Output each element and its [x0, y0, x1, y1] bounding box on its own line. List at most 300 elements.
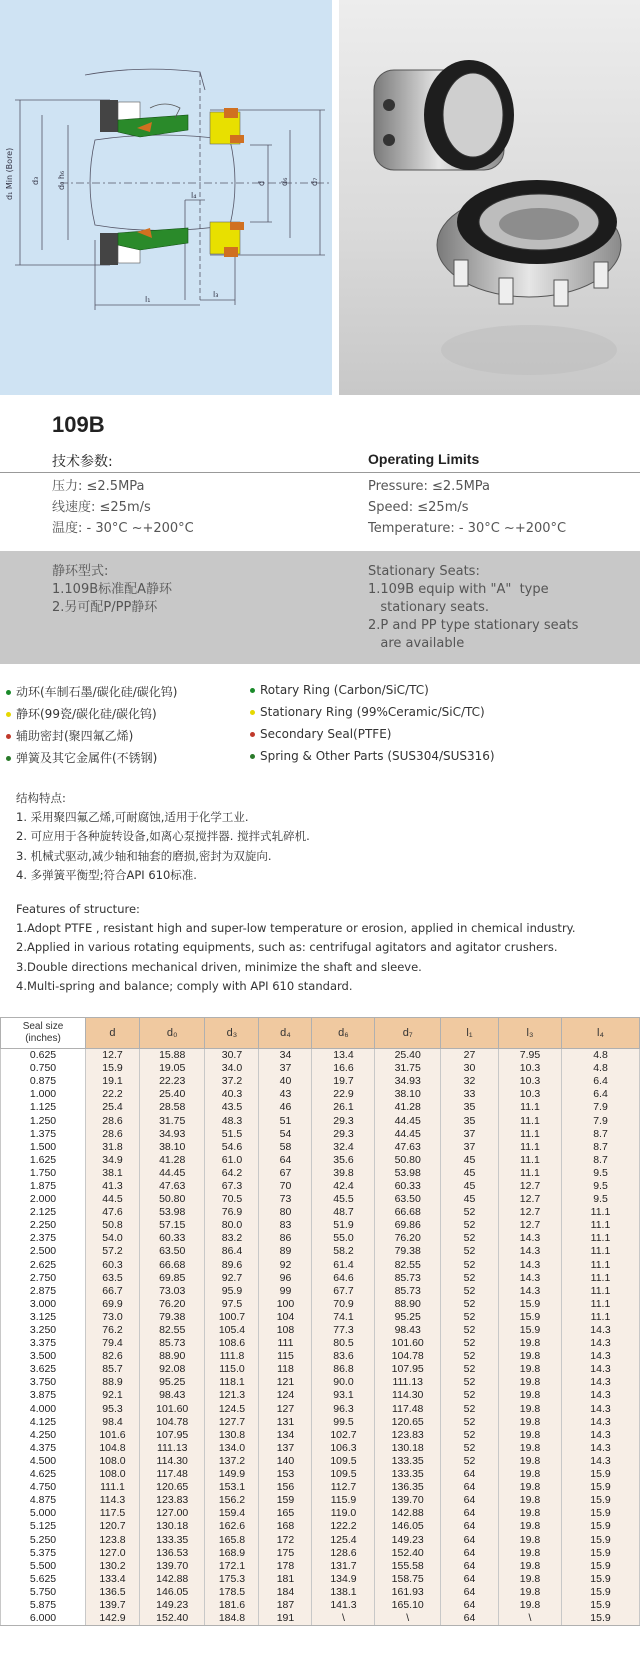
dimension-cell: 16.6 — [312, 1062, 375, 1075]
dimension-cell: 104.78 — [139, 1416, 205, 1429]
dimension-cell: 52 — [441, 1455, 499, 1468]
dimension-cell: 52 — [441, 1272, 499, 1285]
dimension-cell: 122.2 — [312, 1520, 375, 1533]
material-secondary-seal-cn: 辅助密封(聚四氟乙烯) — [6, 727, 133, 744]
table-row — [1, 1612, 640, 1626]
dimension-cell: 11.1 — [499, 1128, 562, 1141]
dimension-cell: 142.9 — [86, 1612, 140, 1626]
dimension-cell: 137 — [259, 1442, 312, 1455]
dimension-cell: 14.3 — [562, 1403, 640, 1416]
features-cn — [16, 789, 310, 885]
seal-size-cell: 5.000 — [1, 1507, 86, 1520]
dimension-cell: 19.8 — [499, 1494, 562, 1507]
dimension-cell: 117.48 — [375, 1403, 441, 1416]
dimension-cell: 102.7 — [312, 1429, 375, 1442]
header-d7: d₇ — [375, 1018, 441, 1049]
dimension-cell: 104.78 — [375, 1350, 441, 1363]
dimension-cell: 38.10 — [139, 1141, 205, 1154]
dimension-cell: 83.2 — [205, 1232, 259, 1245]
green-bullet-icon — [250, 688, 255, 693]
dimension-cell: 50.80 — [375, 1154, 441, 1167]
stationary-seats-panel — [0, 551, 640, 664]
limit-pressure-en: Pressure: ≤2.5MPa — [368, 479, 491, 494]
dimension-cell: 153.1 — [205, 1481, 259, 1494]
seal-size-cell: 3.625 — [1, 1363, 86, 1376]
table-row — [1, 1075, 640, 1088]
dimension-cell: 11.1 — [562, 1285, 640, 1298]
dimension-cell: 95.25 — [375, 1311, 441, 1324]
dimension-cell: 22.23 — [139, 1075, 205, 1088]
table-row — [1, 1533, 640, 1546]
dimension-cell: 108.0 — [86, 1468, 140, 1481]
dimension-cell: 11.1 — [499, 1101, 562, 1114]
dimension-cell: 4.8 — [562, 1049, 640, 1063]
dimension-cell: 15.9 — [562, 1612, 640, 1626]
dimension-cell: \ — [499, 1612, 562, 1626]
dimension-cell: 165.10 — [375, 1599, 441, 1612]
dimension-cell: 77.3 — [312, 1324, 375, 1337]
dimension-cell: 15.9 — [499, 1311, 562, 1324]
dimension-cell: 66.68 — [375, 1206, 441, 1219]
dimension-cell: 7.95 — [499, 1049, 562, 1063]
dimension-cell: 159 — [259, 1494, 312, 1507]
dimension-cell: 14.3 — [499, 1259, 562, 1272]
label-d1: d₁ Min (Bore) — [5, 147, 14, 200]
dimension-cell: 34.93 — [375, 1075, 441, 1088]
dimension-cell: 15.9 — [562, 1599, 640, 1612]
dimension-cell: 92.7 — [205, 1272, 259, 1285]
dimension-cell: 43.5 — [205, 1101, 259, 1114]
red-bullet-icon — [6, 734, 11, 739]
dimension-cell: 89 — [259, 1245, 312, 1258]
dimension-cell: 31.75 — [375, 1062, 441, 1075]
dimension-cell: 15.9 — [562, 1547, 640, 1560]
dimension-cell: 35 — [441, 1101, 499, 1114]
dimension-cell: 25.40 — [375, 1049, 441, 1063]
dimension-cell: 86.4 — [205, 1245, 259, 1258]
dimension-cell: 52 — [441, 1350, 499, 1363]
dimension-cell: 37 — [441, 1141, 499, 1154]
dimension-cell: 90.0 — [312, 1376, 375, 1389]
dimension-cell: 51.5 — [205, 1128, 259, 1141]
feature-cn-item: 2. 可应用于各种旋转设备,如离心泵搅拌器. 搅拌式轧碎机. — [16, 829, 310, 844]
dimension-cell: 9.5 — [562, 1167, 640, 1180]
table-row — [1, 1232, 640, 1245]
seal-size-cell: 4.875 — [1, 1494, 86, 1507]
dimension-cell: 45.5 — [312, 1193, 375, 1206]
header-d6: d₆ — [312, 1018, 375, 1049]
dimension-cell: 45 — [441, 1193, 499, 1206]
dimension-cell: 12.7 — [499, 1219, 562, 1232]
dimension-cell: 54 — [259, 1128, 312, 1141]
dimension-cell: 108 — [259, 1324, 312, 1337]
dimension-cell: 11.1 — [562, 1232, 640, 1245]
dimension-cell: 15.9 — [562, 1520, 640, 1533]
dimension-cell: 15.9 — [562, 1468, 640, 1481]
seal-size-cell: 3.250 — [1, 1324, 86, 1337]
dimension-cell: 14.3 — [562, 1429, 640, 1442]
limits-list-cn — [52, 476, 194, 539]
dimension-cell: 19.8 — [499, 1573, 562, 1586]
table-row — [1, 1560, 640, 1573]
dimension-cell: 136.53 — [139, 1547, 205, 1560]
dimension-cell: 15.9 — [562, 1573, 640, 1586]
dimension-cell: 9.5 — [562, 1193, 640, 1206]
dimension-cell: 19.8 — [499, 1363, 562, 1376]
dimension-cell: 41.28 — [139, 1154, 205, 1167]
feature-en-item: 4.Multi-spring and balance; comply with API 610 standard. — [16, 978, 353, 993]
limit-speed-cn: 线速度: ≤25m/s — [52, 500, 151, 515]
dimension-cell: 14.3 — [562, 1416, 640, 1429]
dimension-cell: 19.8 — [499, 1416, 562, 1429]
dimension-cell: 25.4 — [86, 1101, 140, 1114]
dimension-cell: 153 — [259, 1468, 312, 1481]
dimension-cell: 133.35 — [139, 1533, 205, 1546]
dimension-cell: 136.5 — [86, 1586, 140, 1599]
feature-en-item: 1.Adopt PTFE , resistant high and super-low temperature or erosion, applied in chemical industry. — [16, 921, 576, 936]
dimension-cell: 97.5 — [205, 1298, 259, 1311]
seal-size-cell: 1.875 — [1, 1180, 86, 1193]
dimension-cell: 125.4 — [312, 1533, 375, 1546]
dimension-cell: 53.98 — [375, 1167, 441, 1180]
dimension-cell: 19.8 — [499, 1376, 562, 1389]
dimension-cell: 6.4 — [562, 1075, 640, 1088]
table-row — [1, 1494, 640, 1507]
dimension-cell: 142.88 — [139, 1573, 205, 1586]
dimension-cell: 69.9 — [86, 1298, 140, 1311]
limit-temperature-en: Temperature: - 30°C ~+200°C — [368, 521, 567, 536]
dimension-cell: 95.25 — [139, 1376, 205, 1389]
dimension-cell: 70.9 — [312, 1298, 375, 1311]
features-en-title: Features of structure: — [16, 902, 140, 916]
dimension-cell: 100 — [259, 1298, 312, 1311]
dimension-cell: 44.45 — [375, 1114, 441, 1127]
dimension-cell: 64 — [441, 1586, 499, 1599]
dimension-cell: 131 — [259, 1416, 312, 1429]
dimension-cell: 105.4 — [205, 1324, 259, 1337]
dimension-cell: \ — [375, 1612, 441, 1626]
seal-size-cell: 3.750 — [1, 1376, 86, 1389]
dimension-cell: 142.88 — [375, 1507, 441, 1520]
dimension-cell: 69.86 — [375, 1219, 441, 1232]
dimension-cell: 130.18 — [375, 1442, 441, 1455]
dimension-cell: 85.7 — [86, 1363, 140, 1376]
green-bullet-icon — [6, 690, 11, 695]
dimension-cell: 111.13 — [139, 1442, 205, 1455]
dimension-cell: 149.9 — [205, 1468, 259, 1481]
dimension-cell: 117.5 — [86, 1507, 140, 1520]
dimension-cell: 52 — [441, 1442, 499, 1455]
dimension-cell: 178 — [259, 1560, 312, 1573]
seal-size-cell: 6.000 — [1, 1612, 86, 1626]
dimension-cell: 11.1 — [562, 1206, 640, 1219]
dimension-cell: 67 — [259, 1167, 312, 1180]
dimension-cell: 120.65 — [139, 1481, 205, 1494]
dimension-cell: 146.05 — [375, 1520, 441, 1533]
dimension-cell: 119.0 — [312, 1507, 375, 1520]
dimension-cell: 10.3 — [499, 1075, 562, 1088]
seal-size-cell: 5.875 — [1, 1599, 86, 1612]
dimension-cell: 15.9 — [562, 1494, 640, 1507]
limit-speed-en: Speed: ≤25m/s — [368, 500, 469, 515]
dimension-cell: 40 — [259, 1075, 312, 1088]
dimension-cell: 111.13 — [375, 1376, 441, 1389]
dimension-cell: 82.55 — [139, 1324, 205, 1337]
seal-size-cell: 4.125 — [1, 1416, 86, 1429]
dimension-cell: 70.5 — [205, 1193, 259, 1206]
dimension-cell: 19.8 — [499, 1560, 562, 1573]
dimension-cell: 14.3 — [562, 1376, 640, 1389]
dimension-cell: 34.9 — [86, 1154, 140, 1167]
dimension-cell: 109.5 — [312, 1455, 375, 1468]
dimension-cell: 82.6 — [86, 1350, 140, 1363]
seal-size-cell: 2.875 — [1, 1285, 86, 1298]
dimension-cell: 22.9 — [312, 1088, 375, 1101]
dimension-cell: 11.1 — [499, 1167, 562, 1180]
dimension-cell: 38.10 — [375, 1088, 441, 1101]
dimension-cell: 29.3 — [312, 1114, 375, 1127]
dimension-cell: 15.9 — [562, 1507, 640, 1520]
dimension-cell: 155.58 — [375, 1560, 441, 1573]
features-en — [16, 900, 576, 996]
seal-size-cell: 1.750 — [1, 1167, 86, 1180]
dimension-cell: 82.55 — [375, 1259, 441, 1272]
dimension-cell: 13.4 — [312, 1049, 375, 1063]
dimension-cell: 28.6 — [86, 1114, 140, 1127]
table-row — [1, 1298, 640, 1311]
dimension-cell: 111.8 — [205, 1350, 259, 1363]
dimension-cell: 63.50 — [375, 1193, 441, 1206]
dimension-cell: 47.63 — [139, 1180, 205, 1193]
dimension-cell: 139.70 — [139, 1560, 205, 1573]
dimension-cell: 52 — [441, 1416, 499, 1429]
table-row — [1, 1088, 640, 1101]
yellow-bullet-icon — [6, 712, 11, 717]
header-l4: l₄ — [562, 1018, 640, 1049]
dimension-cell: 92.1 — [86, 1389, 140, 1402]
table-row — [1, 1062, 640, 1075]
dimension-cell: 19.8 — [499, 1533, 562, 1546]
table-row — [1, 1141, 640, 1154]
dimension-cell: 11.1 — [499, 1141, 562, 1154]
dimension-cell: 124.5 — [205, 1403, 259, 1416]
seal-size-cell: 0.750 — [1, 1062, 86, 1075]
dimension-cell: 19.8 — [499, 1429, 562, 1442]
dimension-cell: 4.8 — [562, 1062, 640, 1075]
divider — [0, 472, 640, 473]
dimension-cell: 98.43 — [139, 1389, 205, 1402]
dimension-cell: 34 — [259, 1049, 312, 1063]
seal-size-cell: 4.000 — [1, 1403, 86, 1416]
dimension-cell: 37 — [441, 1128, 499, 1141]
dimension-cell: 127.0 — [86, 1547, 140, 1560]
header-l1: l₁ — [441, 1018, 499, 1049]
dimension-cell: 32.4 — [312, 1141, 375, 1154]
dimension-cell: 58 — [259, 1141, 312, 1154]
dimension-cell: 61.0 — [205, 1154, 259, 1167]
seal-size-cell: 1.625 — [1, 1154, 86, 1167]
dimension-cell: 11.1 — [562, 1245, 640, 1258]
dimension-cell: 89.6 — [205, 1259, 259, 1272]
dimension-cell: 115.0 — [205, 1363, 259, 1376]
dimension-cell: 58.2 — [312, 1245, 375, 1258]
label-l3: l₃ — [213, 290, 219, 299]
dimension-cell: 44.45 — [139, 1167, 205, 1180]
limits-title-cn: 技术参数: — [52, 454, 113, 470]
dimension-cell: 133.35 — [375, 1468, 441, 1481]
dimension-cell: 92.08 — [139, 1363, 205, 1376]
dimension-cell: 115.9 — [312, 1494, 375, 1507]
dimension-cell: 134.0 — [205, 1442, 259, 1455]
dimension-cell: 101.6 — [86, 1429, 140, 1442]
dimension-cell: 76.2 — [86, 1324, 140, 1337]
seal-size-cell: 5.125 — [1, 1520, 86, 1533]
dimension-cell: 165 — [259, 1507, 312, 1520]
material-spring-en: Spring & Other Parts (SUS304/SUS316) — [250, 749, 495, 763]
dimension-cell: 7.9 — [562, 1101, 640, 1114]
table-row — [1, 1167, 640, 1180]
table-row — [1, 1219, 640, 1232]
dimension-cell: 158.75 — [375, 1573, 441, 1586]
dimension-cell: 52 — [441, 1363, 499, 1376]
dimension-cell: 14.3 — [562, 1350, 640, 1363]
seal-size-cell: 3.500 — [1, 1350, 86, 1363]
dimension-cell: 109.5 — [312, 1468, 375, 1481]
dimension-cell: 118 — [259, 1363, 312, 1376]
limit-temperature-cn: 温度: - 30°C ~+200°C — [52, 521, 194, 536]
dimension-cell: 27 — [441, 1049, 499, 1063]
dimension-cell: 168.9 — [205, 1547, 259, 1560]
dimension-cell: 12.7 — [499, 1193, 562, 1206]
dimension-cell: 8.7 — [562, 1141, 640, 1154]
red-bullet-icon — [250, 732, 255, 737]
dimension-cell: 64 — [441, 1533, 499, 1546]
table-row — [1, 1547, 640, 1560]
dimension-cell: 60.3 — [86, 1259, 140, 1272]
dimension-cell: 37.2 — [205, 1075, 259, 1088]
dimension-cell: 15.9 — [499, 1298, 562, 1311]
features-cn-title: 结构特点: — [16, 791, 66, 805]
table-row — [1, 1101, 640, 1114]
dimension-cell: 73 — [259, 1193, 312, 1206]
dimension-cell: 100.7 — [205, 1311, 259, 1324]
header-seal-size: Seal size (inches) — [1, 1018, 86, 1049]
label-l4: l₄ — [191, 191, 197, 200]
table-row — [1, 1599, 640, 1612]
dimension-cell: 181.6 — [205, 1599, 259, 1612]
dimension-table — [0, 1017, 640, 1626]
dimension-cell: 111.1 — [86, 1481, 140, 1494]
dimension-cell: 130.2 — [86, 1560, 140, 1573]
table-row — [1, 1324, 640, 1337]
label-d6: d₆ — [280, 177, 289, 186]
dimension-cell: 131.7 — [312, 1560, 375, 1573]
dimension-cell: 32 — [441, 1075, 499, 1088]
dimension-cell: 52 — [441, 1298, 499, 1311]
seal-size-cell: 2.625 — [1, 1259, 86, 1272]
table-row — [1, 1429, 640, 1442]
dimension-cell: 34.93 — [139, 1128, 205, 1141]
dimension-cell: 46 — [259, 1101, 312, 1114]
dimension-cell: 19.05 — [139, 1062, 205, 1075]
seal-size-cell: 2.125 — [1, 1206, 86, 1219]
dimension-cell: 11.1 — [499, 1114, 562, 1127]
dimension-cell: 28.6 — [86, 1128, 140, 1141]
dimension-cell: 8.7 — [562, 1154, 640, 1167]
dimension-cell: 53.98 — [139, 1206, 205, 1219]
dimension-cell: 47.63 — [375, 1141, 441, 1154]
dimension-cell: 124 — [259, 1389, 312, 1402]
dimension-cell: 104.8 — [86, 1442, 140, 1455]
seal-size-cell: 5.750 — [1, 1586, 86, 1599]
dimension-cell: 99 — [259, 1285, 312, 1298]
dimension-cell: 14.3 — [562, 1324, 640, 1337]
dimension-cell: 45 — [441, 1167, 499, 1180]
table-header-row — [1, 1018, 640, 1049]
dimension-cell: 39.8 — [312, 1167, 375, 1180]
seal-size-cell: 2.375 — [1, 1232, 86, 1245]
table-body — [1, 1049, 640, 1626]
seal-size-cell: 4.500 — [1, 1455, 86, 1468]
dimension-cell: 64 — [441, 1481, 499, 1494]
dimension-cell: 33 — [441, 1088, 499, 1101]
table-row — [1, 1520, 640, 1533]
dimension-cell: 106.3 — [312, 1442, 375, 1455]
material-rotary-ring-en: Rotary Ring (Carbon/SiC/TC) — [250, 683, 429, 697]
dimension-cell: 31.75 — [139, 1114, 205, 1127]
dimension-cell: 134 — [259, 1429, 312, 1442]
dimension-cell: 31.8 — [86, 1141, 140, 1154]
dimension-cell: 64 — [441, 1507, 499, 1520]
dimension-cell: 41.3 — [86, 1180, 140, 1193]
table-row — [1, 1442, 640, 1455]
dimension-cell: 101.60 — [139, 1403, 205, 1416]
table-row — [1, 1285, 640, 1298]
dimension-cell: 19.8 — [499, 1599, 562, 1612]
table-row — [1, 1180, 640, 1193]
seal-product-photo — [339, 0, 640, 395]
dimension-cell: 83 — [259, 1219, 312, 1232]
dimension-cell: 67.7 — [312, 1285, 375, 1298]
dimension-cell: 57.2 — [86, 1245, 140, 1258]
dimension-cell: 35.6 — [312, 1154, 375, 1167]
material-rotary-ring-cn: 动环(车制石墨/碳化硅/碳化钨) — [6, 683, 177, 700]
label-d3: d₃ — [31, 176, 40, 185]
dimension-cell: 187 — [259, 1599, 312, 1612]
dimension-cell: 149.23 — [139, 1599, 205, 1612]
dimension-cell: 79.38 — [375, 1245, 441, 1258]
header-d: d — [86, 1018, 140, 1049]
dimension-cell: 7.9 — [562, 1114, 640, 1127]
dimension-cell: 64 — [441, 1560, 499, 1573]
limits-title-en: Operating Limits — [368, 451, 480, 467]
table-row — [1, 1403, 640, 1416]
header-l3: l₃ — [499, 1018, 562, 1049]
seal-size-cell: 2.750 — [1, 1272, 86, 1285]
label-d7: d₇ — [310, 177, 319, 186]
dimension-cell: 66.7 — [86, 1285, 140, 1298]
dimension-cell: 138.1 — [312, 1586, 375, 1599]
table-row — [1, 1154, 640, 1167]
table-row — [1, 1245, 640, 1258]
dimension-cell: 73.03 — [139, 1285, 205, 1298]
dimension-cell: 19.8 — [499, 1507, 562, 1520]
drawing-svg — [0, 0, 332, 395]
dimension-cell: 66.68 — [139, 1259, 205, 1272]
seal-size-cell: 1.375 — [1, 1128, 86, 1141]
dimension-cell: \ — [312, 1612, 375, 1626]
table-row — [1, 1049, 640, 1063]
